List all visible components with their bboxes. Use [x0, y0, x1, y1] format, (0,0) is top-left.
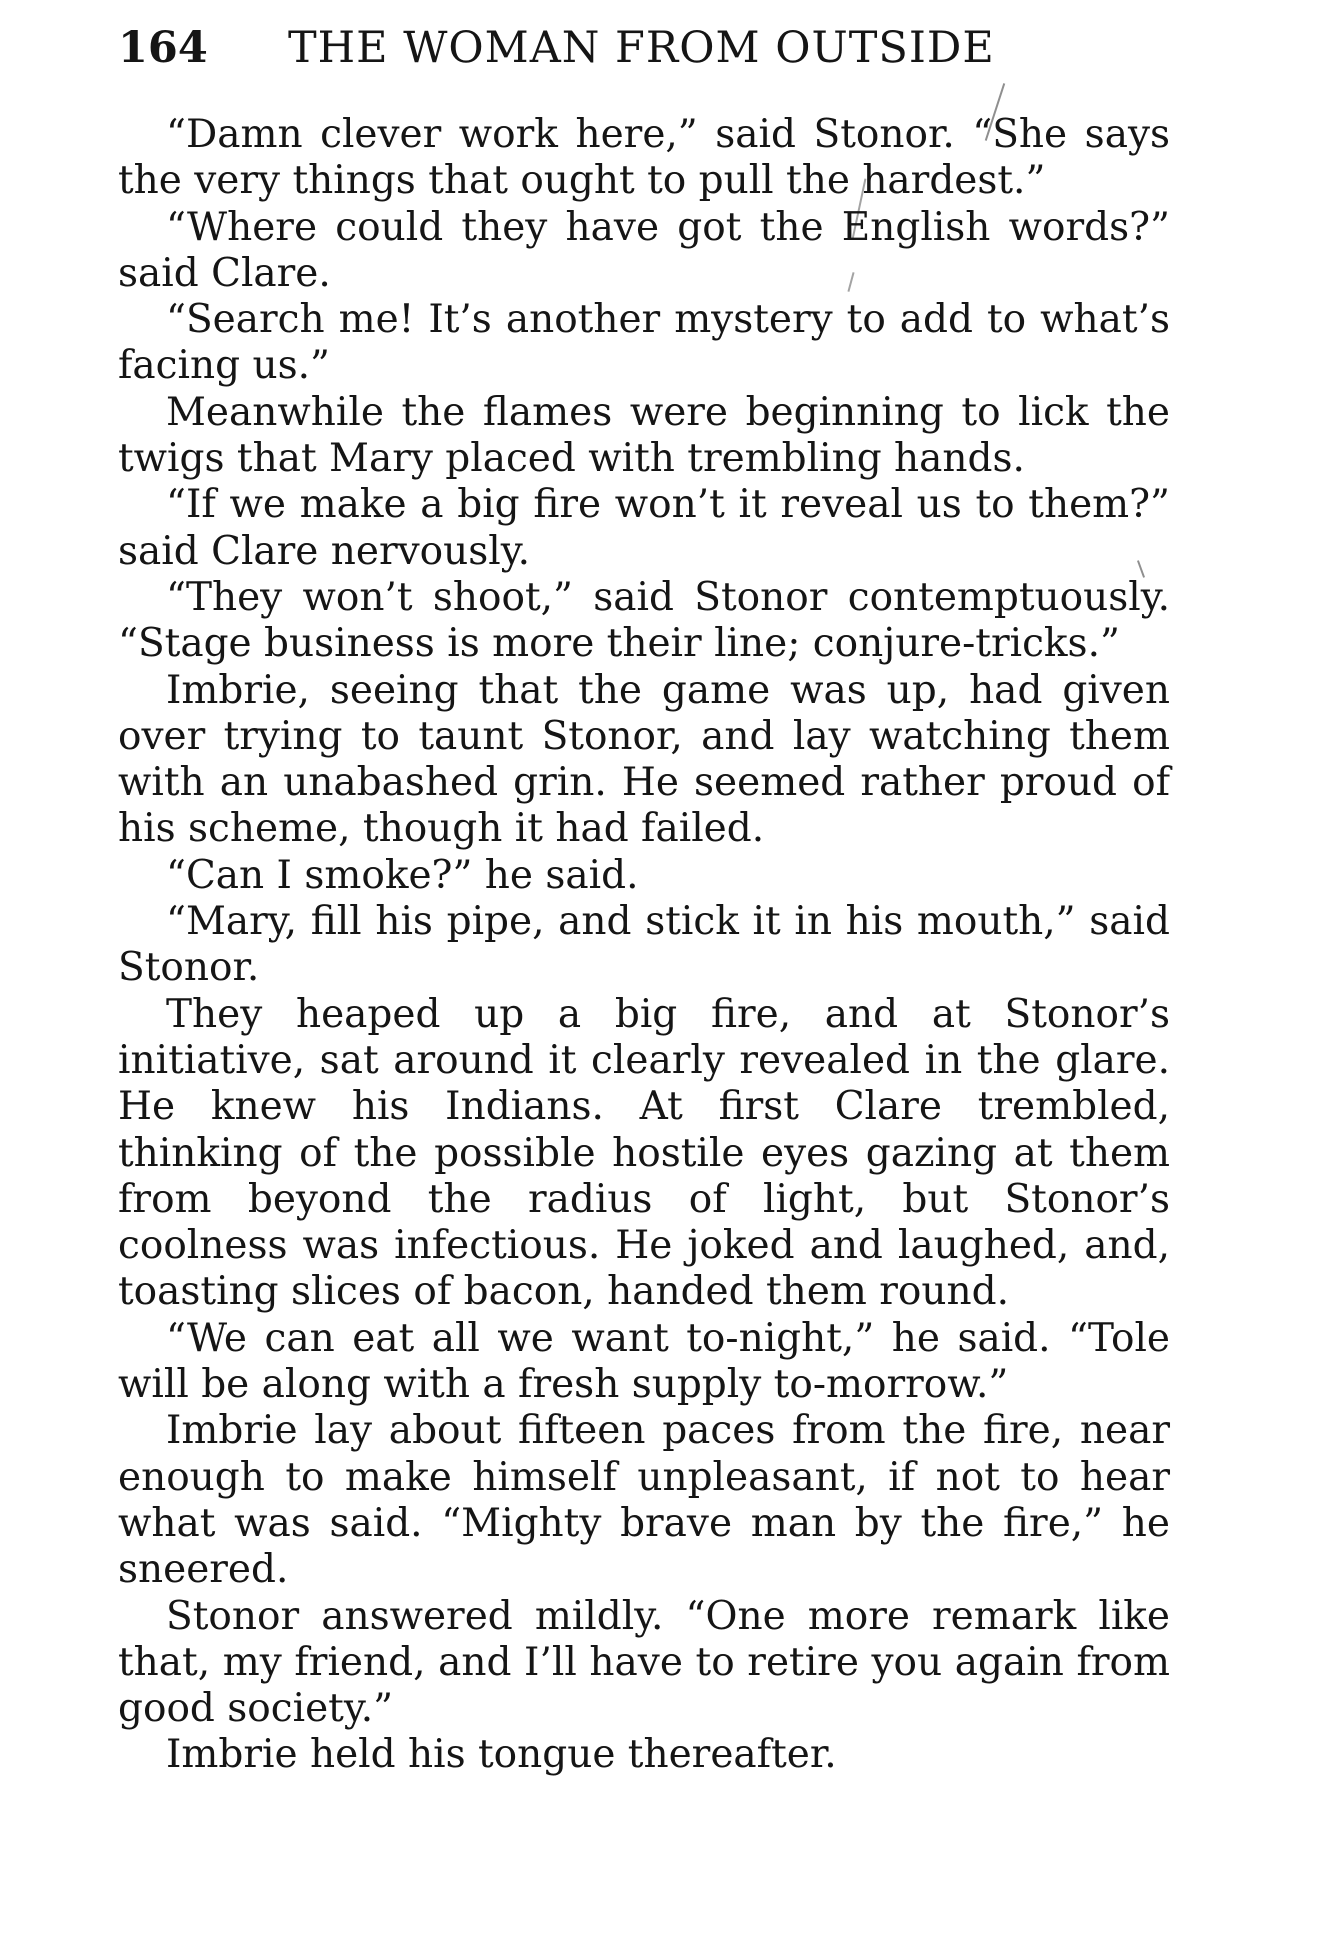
paragraph: Imbrie lay about fifteen paces from the fire, near enough to make himself unpleasant, if not to hear what was said. “Mighty brave man by the fire,” he sneered. [118, 1408, 1170, 1593]
paragraph: Stonor answered mildly. “One more remark like that, my friend, and I’ll have to retire you again from good society.” [118, 1593, 1170, 1732]
running-title: THE WOMAN FROM OUTSIDE [288, 23, 995, 73]
paragraph: Meanwhile the flames were beginning to lick the twigs that Mary placed with trembling hands. [118, 389, 1170, 482]
page-header [118, 18, 1178, 78]
body-text [118, 112, 1170, 1779]
paragraph: “Can I smoke?” he said. [166, 852, 639, 898]
paragraph: “Mary, fill his pipe, and stick it in his mouth,” said Stonor. [118, 899, 1170, 991]
paragraph: “Where could they have got the English words?” said Clare. [118, 204, 1170, 296]
paragraph: “Damn clever work here,” said Stonor. “She says the very things that ought to pull the hardest.” [118, 112, 1170, 204]
paragraph: Imbrie held his tongue thereafter. [166, 1732, 837, 1778]
paragraph: They heaped up a big fire, and at Stonor’s initiative, sat around it clearly revealed in the glare. He knew his Indians. At first Clare trembled, thinking of the possible hostile eyes gazing at them from beyond the radius of light, but Stonor’s coolness was infectious. He joked and laughed, and, toasting slices of bacon, handed them round. [118, 991, 1170, 1315]
page-number: 164 [118, 23, 208, 73]
paragraph: “They won’t shoot,” said Stonor contemptuously. “Stage business is more their line; conjure-tricks.” [118, 574, 1170, 667]
paragraph: “Search me! It’s another mystery to add to what’s facing us.” [118, 297, 1170, 389]
paragraph: “If we make a big fire won’t it reveal us to them?” said Clare nervously. [118, 482, 1170, 574]
paragraph: Imbrie, seeing that the game was up, had given over trying to taunt Stonor, and lay watching them with an unabashed grin. He seemed rather proud of his scheme, though it had failed. [118, 667, 1170, 852]
paragraph: “We can eat all we want to-night,” he said. “Tole will be along with a fresh supply to-morrow.” [118, 1315, 1170, 1408]
